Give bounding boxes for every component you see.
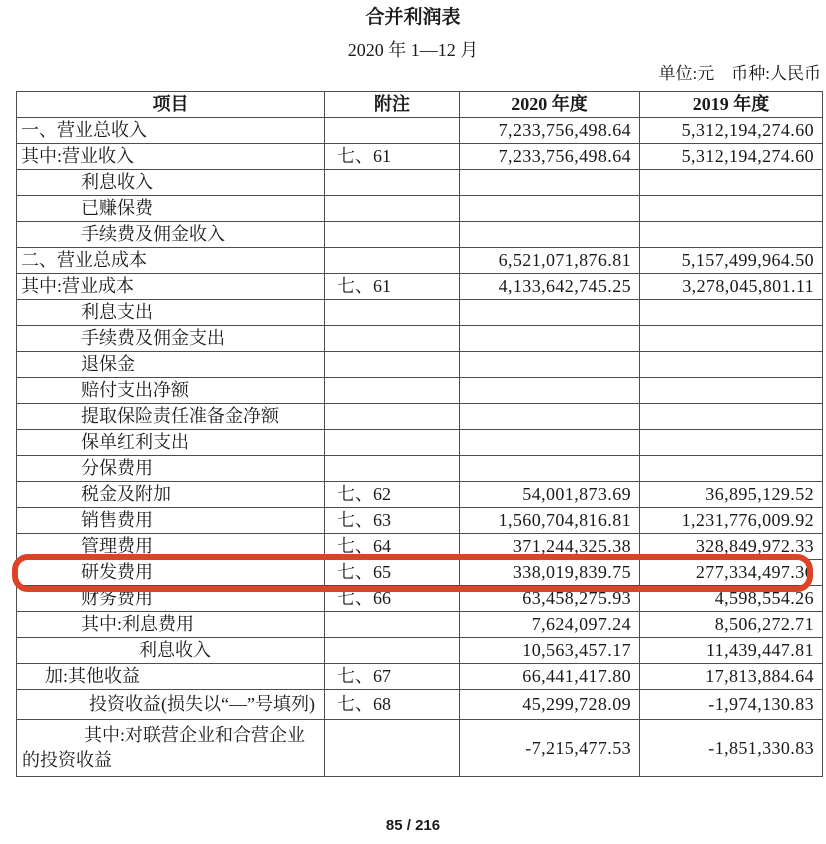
table-row (17, 720, 823, 777)
row-note (325, 300, 460, 326)
row-note (325, 222, 460, 248)
row-item-label: 其中:营业成本 (17, 274, 325, 300)
table-row (17, 586, 823, 612)
row-value-2019: 5,312,194,274.60 (640, 144, 823, 170)
table-row (17, 560, 823, 586)
row-item-label: 手续费及佣金支出 (17, 326, 325, 352)
row-value-2019: 11,439,447.81 (640, 638, 823, 664)
row-note: 七、63 (325, 508, 460, 534)
row-value-2019: 1,231,776,009.92 (640, 508, 823, 534)
row-item-label: 财务费用 (17, 586, 325, 612)
row-value-2020: -7,215,477.53 (460, 720, 640, 777)
table-row (17, 430, 823, 456)
row-value-2020 (460, 222, 640, 248)
row-value-2020 (460, 196, 640, 222)
row-note (325, 196, 460, 222)
row-value-2020: 7,233,756,498.64 (460, 118, 640, 144)
row-note: 七、65 (325, 560, 460, 586)
row-item-label: 利息收入 (17, 170, 325, 196)
row-value-2020 (460, 352, 640, 378)
row-value-2020: 371,244,325.38 (460, 534, 640, 560)
row-value-2019: 17,813,884.64 (640, 664, 823, 690)
row-value-2019: 5,312,194,274.60 (640, 118, 823, 144)
row-item-label: 利息收入 (17, 638, 325, 664)
row-value-2019: 36,895,129.52 (640, 482, 823, 508)
row-value-2020: 7,233,756,498.64 (460, 144, 640, 170)
row-value-2019: 8,506,272.71 (640, 612, 823, 638)
row-item-label: 销售费用 (17, 508, 325, 534)
row-value-2020 (460, 430, 640, 456)
row-note: 七、66 (325, 586, 460, 612)
row-value-2020: 54,001,873.69 (460, 482, 640, 508)
row-value-2020: 10,563,457.17 (460, 638, 640, 664)
row-item-label: 二、营业总成本 (17, 248, 325, 274)
table-row (17, 612, 823, 638)
table-row (17, 170, 823, 196)
row-value-2019 (640, 326, 823, 352)
row-value-2019: 5,157,499,964.50 (640, 248, 823, 274)
unit-currency-line: 单位:元 币种:人民币 (658, 64, 821, 83)
row-item-label: 投资收益(损失以“—”号填列) (17, 690, 325, 720)
row-value-2020: 66,441,417.80 (460, 664, 640, 690)
row-value-2019 (640, 300, 823, 326)
col-header-2019: 2019 年度 (640, 92, 823, 118)
table-row (17, 404, 823, 430)
row-note (325, 170, 460, 196)
row-note: 七、68 (325, 690, 460, 720)
col-header-2020: 2020 年度 (460, 92, 640, 118)
row-item-label: 赔付支出净额 (17, 378, 325, 404)
page-number: 85 / 216 (385, 817, 441, 834)
table-row (17, 638, 823, 664)
table-row (17, 482, 823, 508)
table-row (17, 508, 823, 534)
row-value-2019: -1,974,130.83 (640, 690, 823, 720)
row-value-2019: 328,849,972.33 (640, 534, 823, 560)
row-item-label: 退保金 (17, 352, 325, 378)
col-header-note: 附注 (325, 92, 460, 118)
row-item-label: 管理费用 (17, 534, 325, 560)
row-value-2020 (460, 170, 640, 196)
table-row (17, 196, 823, 222)
table-row (17, 300, 823, 326)
report-period: 2020 年 1—12 月 (347, 40, 479, 60)
row-item-label: 研发费用 (17, 560, 325, 586)
row-item-label: 加:其他收益 (17, 664, 325, 690)
row-note (325, 118, 460, 144)
table-row (17, 326, 823, 352)
row-value-2019 (640, 404, 823, 430)
table-row (17, 690, 823, 720)
row-note (325, 248, 460, 274)
row-item-label: 已赚保费 (17, 196, 325, 222)
table-row (17, 118, 823, 144)
row-value-2020 (460, 326, 640, 352)
row-value-2019: -1,851,330.83 (640, 720, 823, 777)
row-value-2019 (640, 170, 823, 196)
row-item-label: 手续费及佣金收入 (17, 222, 325, 248)
header-row (17, 92, 823, 118)
row-item-label: 提取保险责任准备金净额 (17, 404, 325, 430)
row-value-2020: 6,521,071,876.81 (460, 248, 640, 274)
row-value-2019 (640, 430, 823, 456)
row-value-2019 (640, 196, 823, 222)
row-item-label: 其中:营业收入 (17, 144, 325, 170)
row-value-2020 (460, 404, 640, 430)
table-row (17, 378, 823, 404)
row-note (325, 404, 460, 430)
row-item-label: 其中:利息费用 (17, 612, 325, 638)
row-note (325, 720, 460, 777)
row-note: 七、62 (325, 482, 460, 508)
row-value-2020: 1,560,704,816.81 (460, 508, 640, 534)
row-note: 七、64 (325, 534, 460, 560)
row-value-2020 (460, 456, 640, 482)
row-value-2019: 3,278,045,801.11 (640, 274, 823, 300)
income-statement-table (16, 91, 823, 777)
table-row (17, 274, 823, 300)
row-note (325, 430, 460, 456)
row-item-label: 分保费用 (17, 456, 325, 482)
table-row (17, 248, 823, 274)
row-note: 七、61 (325, 274, 460, 300)
row-item-label: 税金及附加 (17, 482, 325, 508)
row-note (325, 378, 460, 404)
row-note (325, 352, 460, 378)
row-value-2020: 7,624,097.24 (460, 612, 640, 638)
table-row (17, 534, 823, 560)
page-title: 合并利润表 (365, 7, 461, 28)
table-row (17, 144, 823, 170)
row-value-2019 (640, 378, 823, 404)
row-value-2019 (640, 352, 823, 378)
row-note (325, 326, 460, 352)
row-value-2020: 63,458,275.93 (460, 586, 640, 612)
row-value-2019 (640, 456, 823, 482)
row-note: 七、67 (325, 664, 460, 690)
row-item-label: 利息支出 (17, 300, 325, 326)
row-value-2019: 277,334,497.36 (640, 560, 823, 586)
row-value-2019: 4,598,554.26 (640, 586, 823, 612)
row-note (325, 456, 460, 482)
col-header-item: 项目 (17, 92, 325, 118)
row-value-2019 (640, 222, 823, 248)
table-row (17, 456, 823, 482)
table-row (17, 222, 823, 248)
row-note: 七、61 (325, 144, 460, 170)
row-value-2020 (460, 378, 640, 404)
row-item-label: 其中:对联营企业和合营企业的投资收益 (17, 720, 325, 777)
table-row (17, 352, 823, 378)
row-value-2020 (460, 300, 640, 326)
row-value-2020: 45,299,728.09 (460, 690, 640, 720)
row-note (325, 612, 460, 638)
row-note (325, 638, 460, 664)
row-value-2020: 4,133,642,745.25 (460, 274, 640, 300)
row-item-label: 一、营业总收入 (17, 118, 325, 144)
row-item-label: 保单红利支出 (17, 430, 325, 456)
table-row (17, 664, 823, 690)
row-value-2020: 338,019,839.75 (460, 560, 640, 586)
